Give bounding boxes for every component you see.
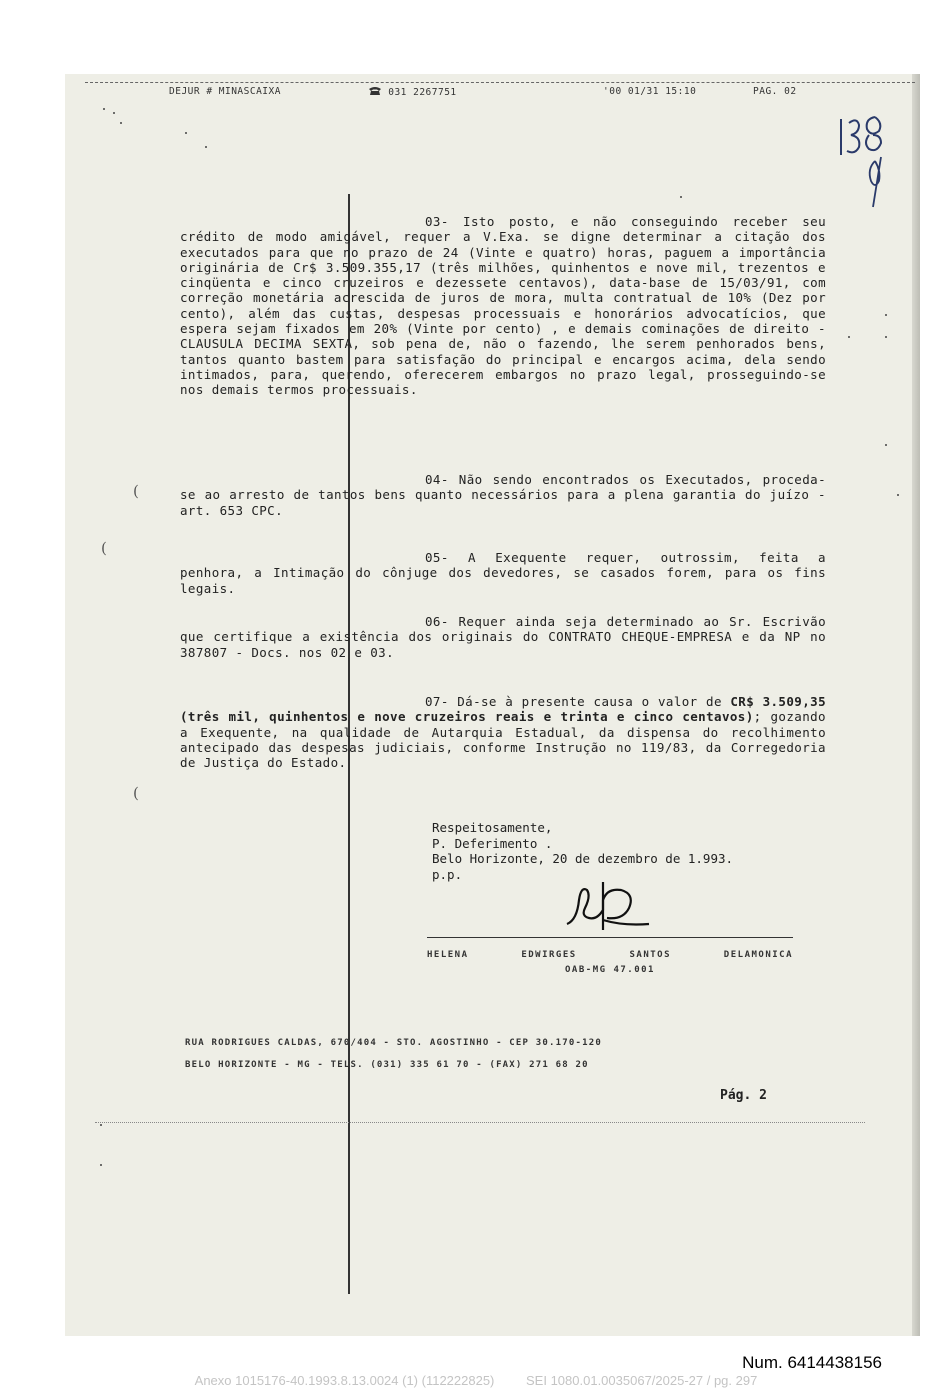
footer-line bbox=[0, 1373, 952, 1388]
paragraph-07 bbox=[180, 694, 826, 770]
scan-speck bbox=[885, 314, 887, 316]
scan-noise-line bbox=[95, 1122, 865, 1123]
signature-rule bbox=[427, 937, 793, 938]
scan-speck bbox=[103, 108, 105, 110]
scan-speck bbox=[120, 122, 122, 124]
signatory-oab: OAB-MG 47.001 bbox=[565, 965, 655, 975]
scan-speck bbox=[897, 494, 899, 496]
closing-line-2: P. Deferimento . bbox=[432, 835, 553, 851]
scan-mark: ( bbox=[133, 784, 139, 802]
closing-line-1: Respeitosamente, bbox=[432, 820, 553, 835]
signatory-name: HELENA EDWIRGES SANTOS DELAMONICA bbox=[427, 950, 793, 960]
paragraph-03: 03- Isto posto, e não conseguindo receber seu crédito de modo amigável, requer a V.Exa. se digne determinar a citação dos executados para que no prazo de 24 (Vinte e quatro) horas, paguem a importância originária de Cr$ 3.509.355,17 (três milhões, quinhentos e nove mil, trezentos e cinqüenta e cinco cruzeiros e dezessete centavos), data-base de 15/03/91, com correção monetária acrescida de juros de mora, multa contratual de 10% (Dez por cento), além das custas, despesas processuais e honorários advocatícios, que espera sejam fixados em 20% (Vinte por cento) , e demais cominações de direito - CLAUSULA DECIMA SEXTA, sob pena de, não o fazendo, lhe serem penhorados bens, tantos quanto bastem para satisfação do principal e encargos acima, dela sendo intimados, para, querendo, oferecerem embargos no prazo legal, prosseguindo-se nos demais termos processuais. bbox=[180, 214, 826, 398]
scan-speck bbox=[680, 196, 682, 198]
fax-dash-line bbox=[85, 82, 915, 83]
p07-rest: ; gozando a Exequente, na qualidade de Autarquia Estadual, da dispensa do recolhimento antecipado das despesas judiciais, conforme Instrução no 119/83, da Corregedoria de Justiça do Estado. bbox=[180, 709, 826, 771]
paragraph-06: 06- Requer ainda seja determinado ao Sr. Escrivão que certifique a existência dos originais do CONTRATO CHEQUE-EMPRESA e da NP no 387807 - Docs. nos 02 e 03. bbox=[180, 614, 826, 660]
fax-sender: DEJUR # MINASCAIXA bbox=[169, 86, 281, 97]
document-number: Num. 6414438156 bbox=[742, 1353, 882, 1372]
scan-speck bbox=[113, 112, 115, 114]
fax-phone: 031 2267751 bbox=[388, 87, 457, 98]
handwritten-signature-icon bbox=[563, 880, 653, 940]
scan-speck bbox=[885, 444, 887, 446]
fax-header bbox=[65, 86, 920, 100]
footer-sei: SEI 1080.01.0035067/2025-27 / pg. 297 bbox=[526, 1373, 758, 1388]
footer-annex: Anexo 1015176-40.1993.8.13.0024 (1) (112222825) bbox=[194, 1373, 495, 1388]
scan-mark: ( bbox=[133, 482, 139, 500]
page-label: Pág. 2 bbox=[720, 1088, 767, 1103]
paragraph-05: 05- A Exequente requer, outrossim, feita a penhora, a Intimação do cônjuge dos devedores, se casados forem, para os fins legais. bbox=[180, 550, 826, 596]
page-edge-shadow bbox=[912, 74, 920, 1336]
scanned-page bbox=[65, 74, 920, 1336]
handwritten-folio-icon bbox=[835, 109, 895, 209]
paragraph-04: 04- Não sendo encontrados os Executados, proceda-se ao arresto de tantos bens quanto necessários para a plena garantia do juízo -art. 653 CPC. bbox=[180, 472, 826, 518]
scan-speck bbox=[885, 336, 887, 338]
scan-speck bbox=[100, 1164, 102, 1166]
scan-speck bbox=[185, 132, 187, 134]
closing-block bbox=[432, 820, 733, 882]
fax-phone-group bbox=[368, 86, 457, 98]
p07-lead: 07- Dá-se à presente causa o valor de bbox=[425, 694, 722, 709]
address-line-2: BELO HORIZONTE - MG - TELS. (031) 335 61 70 - (FAX) 271 68 20 bbox=[185, 1060, 589, 1070]
fax-datetime: '00 01/31 15:10 bbox=[603, 86, 697, 97]
closing-line-3: Belo Horizonte, 20 de dezembro de 1.993. bbox=[432, 851, 734, 866]
scan-speck bbox=[848, 336, 850, 338]
p07-amount: CR$ 3.509,35 (três mil, quinhentos e nove cruzeiros reais e trinta e cinco centavos) bbox=[180, 694, 826, 725]
scan-mark: ( bbox=[101, 539, 107, 557]
folio-annotation bbox=[835, 109, 895, 213]
phone-icon bbox=[368, 87, 388, 98]
scan-speck bbox=[205, 146, 207, 148]
closing-line-4: p.p. bbox=[432, 866, 463, 882]
fax-page: PAG. 02 bbox=[753, 86, 797, 97]
signature bbox=[563, 880, 653, 944]
address-line-1: RUA RODRIGUES CALDAS, 670/404 - STO. AGOSTINHO - CEP 30.170-120 bbox=[185, 1038, 602, 1048]
scan-speck bbox=[100, 1124, 102, 1126]
